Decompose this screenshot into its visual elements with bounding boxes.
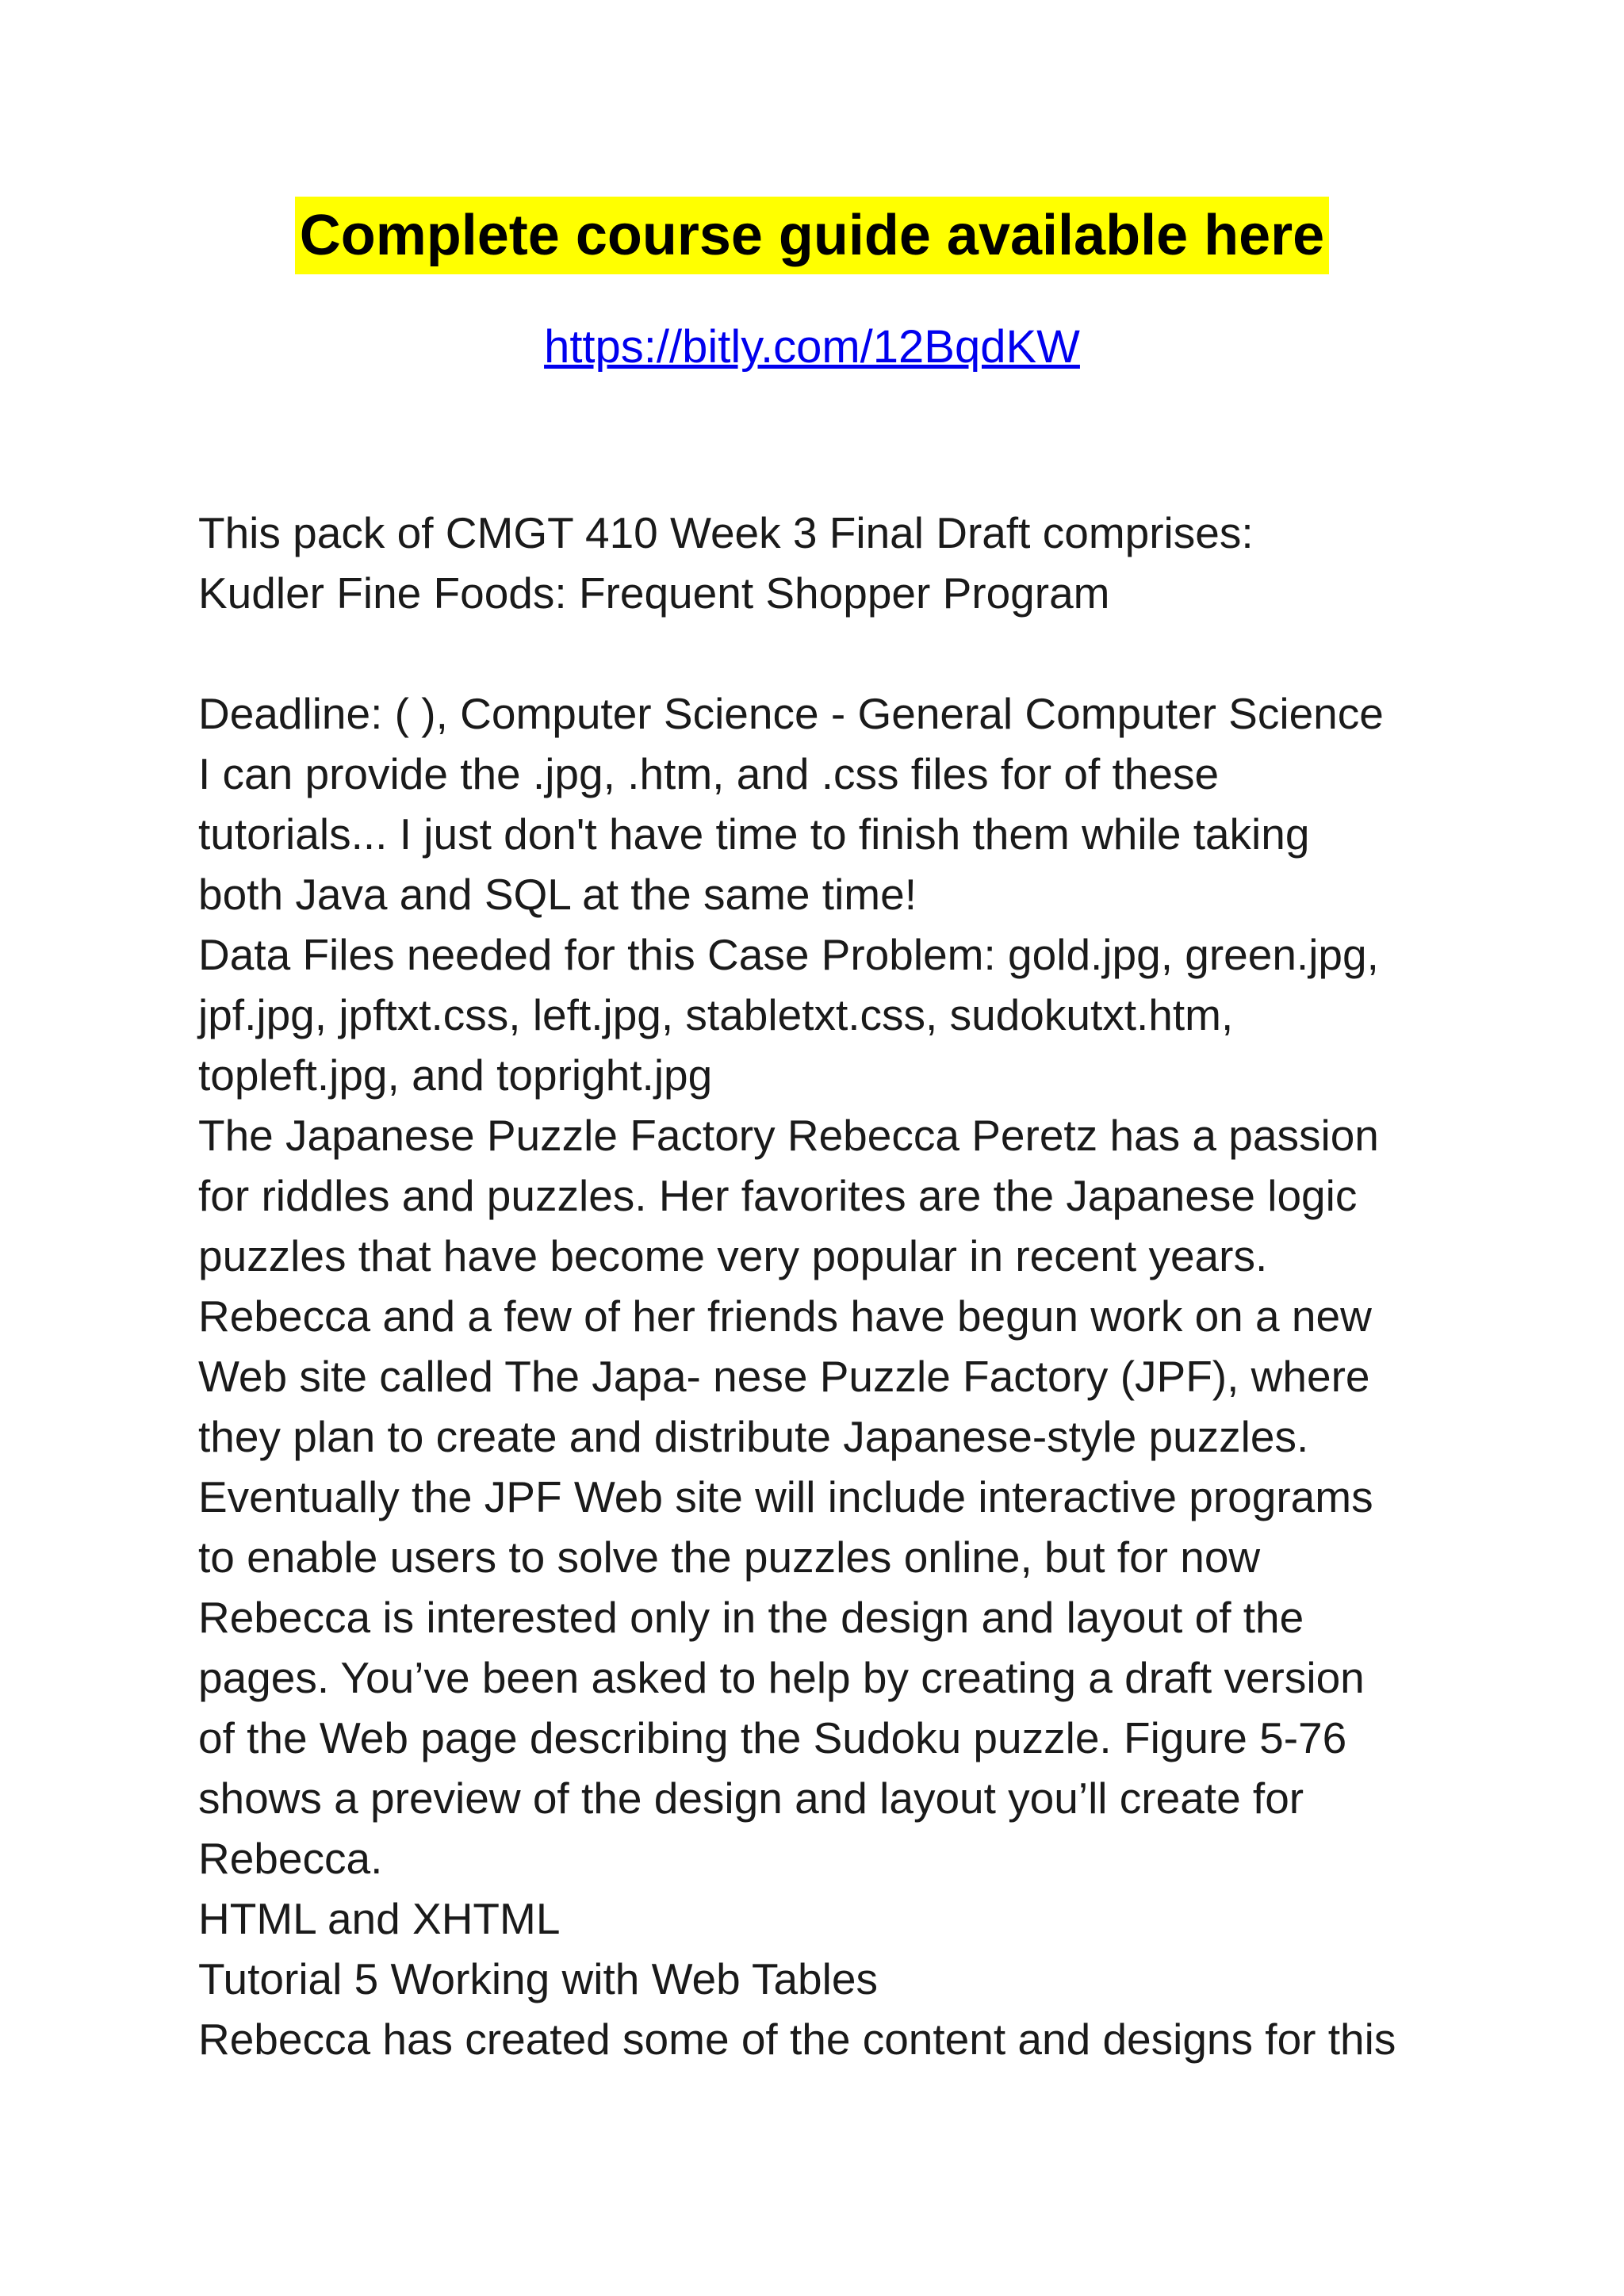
body-line: they plan to create and distribute Japanese-style puzzles. bbox=[198, 1412, 1309, 1461]
intro-line: Kudler Fine Foods: Frequent Shopper Program bbox=[198, 568, 1110, 618]
link-container bbox=[0, 316, 1624, 379]
body-line: pages. You’ve been asked to help by creating a draft version bbox=[198, 1653, 1365, 1702]
body-line: Web site called The Japa- nese Puzzle Factory (JPF), where bbox=[198, 1352, 1370, 1401]
body-line: tutorials... I just don't have time to finish them while taking bbox=[198, 809, 1310, 859]
body-line: Rebecca has created some of the content and designs for this bbox=[198, 2015, 1396, 2064]
body-line: shows a preview of the design and layout you’ll create for bbox=[198, 1774, 1304, 1823]
course-guide-link[interactable]: https://bitly.com/12BqdKW bbox=[544, 321, 1080, 373]
paragraph-gap bbox=[198, 623, 1451, 683]
body-line: topleft.jpg, and topright.jpg bbox=[198, 1050, 713, 1100]
body-line: The Japanese Puzzle Factory Rebecca Peretz has a passion bbox=[198, 1111, 1379, 1160]
body-line: Eventually the JPF Web site will include interactive programs bbox=[198, 1472, 1373, 1521]
body-line: Tutorial 5 Working with Web Tables bbox=[198, 1954, 878, 2003]
body-line: puzzles that have become very popular in recent years. bbox=[198, 1231, 1268, 1280]
body-text bbox=[198, 503, 1451, 2069]
body-line: Rebecca and a few of her friends have begun work on a new bbox=[198, 1292, 1372, 1341]
body-line: HTML and XHTML bbox=[198, 1894, 561, 1943]
body-line: Rebecca is interested only in the design and layout of the bbox=[198, 1593, 1304, 1642]
body-line: of the Web page describing the Sudoku puzzle. Figure 5-76 bbox=[198, 1713, 1347, 1762]
body-line: Data Files needed for this Case Problem: gold.jpg, green.jpg, bbox=[198, 930, 1379, 979]
body-line: jpf.jpg, jpftxt.css, left.jpg, stabletxt.css, sudokutxt.htm, bbox=[198, 990, 1234, 1039]
intro-line: This pack of CMGT 410 Week 3 Final Draft comprises: bbox=[198, 508, 1254, 557]
body-line: Rebecca. bbox=[198, 1834, 383, 1883]
heading-container bbox=[0, 197, 1624, 274]
body-line: both Java and SQL at the same time! bbox=[198, 870, 917, 919]
highlighted-heading: Complete course guide available here bbox=[295, 197, 1329, 274]
body-line: for riddles and puzzles. Her favorites are the Japanese logic bbox=[198, 1171, 1358, 1220]
body-line: I can provide the .jpg, .htm, and .css files for of these bbox=[198, 749, 1220, 798]
body-line: Deadline: ( ), Computer Science - General Computer Science bbox=[198, 689, 1384, 738]
body-line: to enable users to solve the puzzles online, but for now bbox=[198, 1533, 1261, 1582]
